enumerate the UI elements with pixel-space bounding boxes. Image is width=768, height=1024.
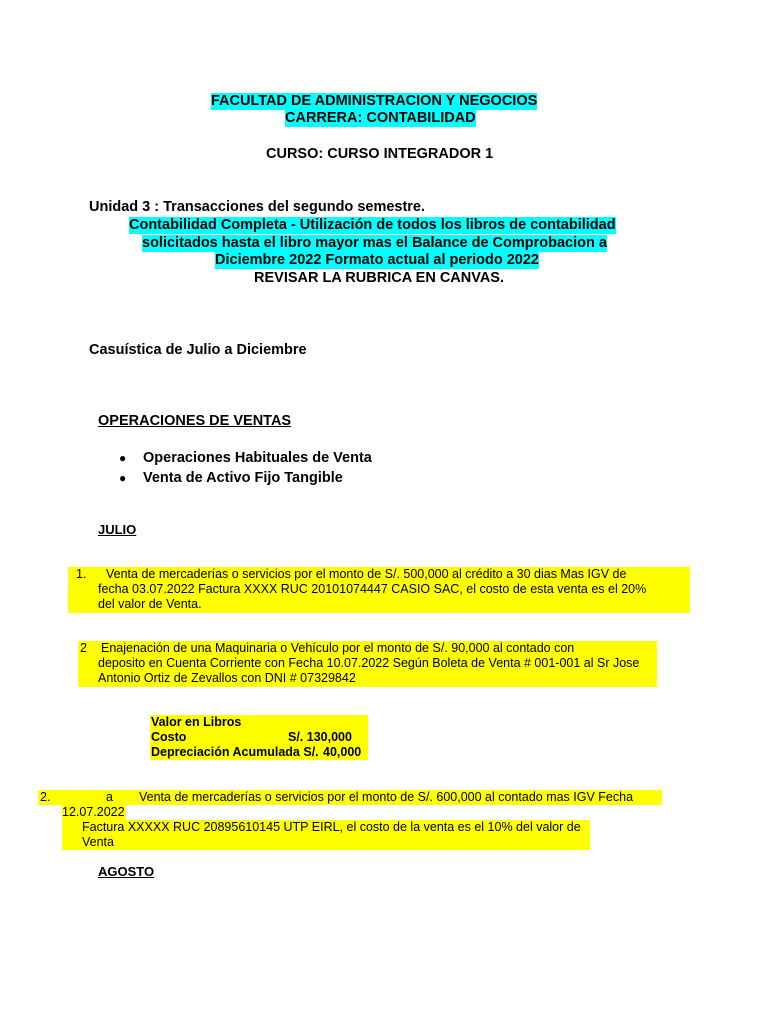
- book-value-title: Valor en Libros: [151, 715, 242, 729]
- course-title: CURSO: CURSO INTEGRADOR 1: [266, 146, 494, 162]
- unit-desc-line2: solicitados hasta el libro mayor mas el Balance de Comprobacion a: [142, 235, 607, 251]
- unit-desc-line3: Diciembre 2022 Formato actual al periodo 2022: [215, 252, 539, 268]
- cost-value: S/. 130,000: [288, 730, 352, 744]
- bullet-icon: ●: [119, 451, 127, 465]
- unit-desc-line1: Contabilidad Completa - Utilización de todos los libros de contabilidad: [129, 217, 616, 233]
- depreciation-label: Depreciación Acumulada S/.: [151, 745, 319, 759]
- casuistica-title: Casuística de Julio a Diciembre: [89, 342, 307, 358]
- item3-number: 2.: [40, 790, 51, 804]
- item1-line3: del valor de Venta.: [98, 597, 202, 611]
- item3-line2: 12.07.2022: [62, 805, 125, 819]
- sales-bullet-2: Venta de Activo Fijo Tangible: [143, 470, 343, 486]
- career-title: CARRERA: CONTABILIDAD: [285, 110, 476, 126]
- item3-line1: Venta de mercaderías o servicios por el monto de S/. 600,000 al contado mas IGV Fecha: [139, 790, 634, 804]
- item2-number: 2: [80, 641, 87, 655]
- item1-number: 1.: [76, 567, 87, 581]
- item2-line3: Antonio Ortiz de Zevallos con DNI # 07329842: [98, 671, 356, 685]
- item3-letter: a: [106, 790, 113, 804]
- sales-heading: OPERACIONES DE VENTAS: [98, 413, 292, 429]
- item2-line1: Enajenación de una Maquinaria o Vehículo por el monto de S/. 90,000 al contado con: [101, 641, 575, 655]
- sales-bullet-1: Operaciones Habituales de Venta: [143, 450, 372, 466]
- agosto-heading: AGOSTO: [98, 864, 155, 879]
- item1-line1: Venta de mercaderías o servicios por el monto de S/. 500,000 al crédito a 30 dias Mas IGV de: [106, 567, 627, 581]
- unit-title: Unidad 3 : Transacciones del segundo semestre.: [89, 199, 426, 215]
- cost-label: Costo: [151, 730, 187, 744]
- item3-line4: Venta: [82, 835, 114, 849]
- item2-line2: deposito en Cuenta Corriente con Fecha 10.07.2022 Según Boleta de Venta # 001-001 al Sr Jose: [98, 656, 640, 670]
- rubric-note: REVISAR LA RUBRICA EN CANVAS.: [254, 270, 505, 286]
- item3-line3: Factura XXXXX RUC 20895610145 UTP EIRL, el costo de la venta es el 10% del valor de: [82, 820, 581, 834]
- item1-line2: fecha 03.07.2022 Factura XXXX RUC 20101074447 CASIO SAC, el costo de esta venta es el 20%: [98, 582, 647, 596]
- bullet-icon: ●: [119, 471, 127, 485]
- faculty-title: FACULTAD DE ADMINISTRACION Y NEGOCIOS: [211, 93, 538, 109]
- julio-heading: JULIO: [98, 522, 137, 537]
- depreciation-value: 40,000: [323, 745, 362, 759]
